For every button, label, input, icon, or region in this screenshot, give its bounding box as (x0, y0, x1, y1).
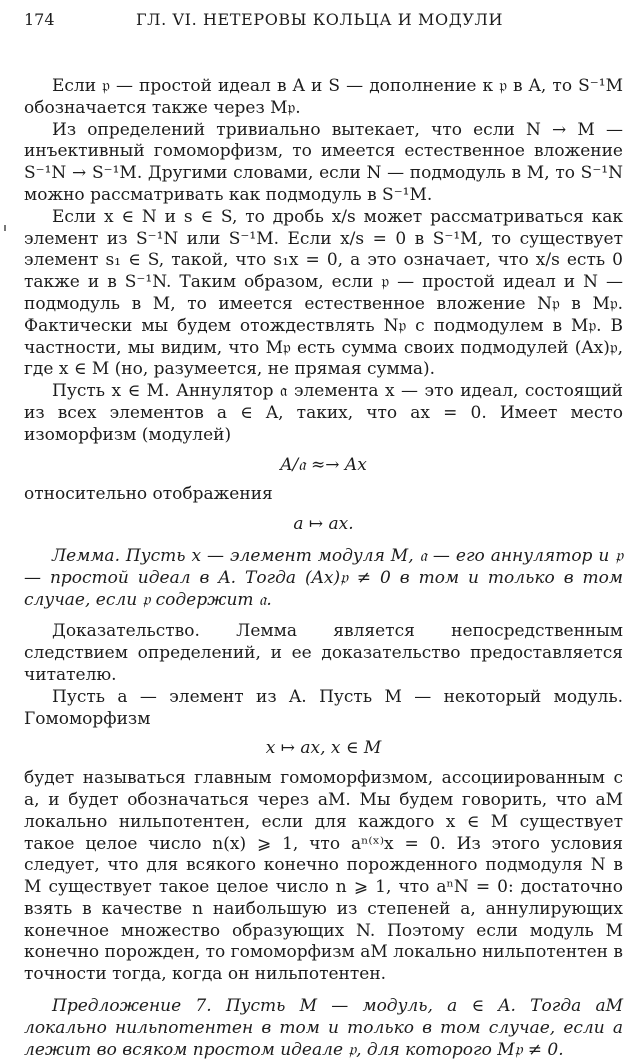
paragraph-locally-nilpotent: будет называться главным гомоморфизмом, ассоциированным с a, и будет обозначаться через aM. Мы будем говорить, что aM локально нильпотентен, если для каждого x ∈ M существует такое целое число n(x) ⩾ 1, что aⁿ⁽ˣ⁾x = 0. Из этого условия следует, что для всякого конечно порожденного подмодуля N в M существует такое целое число n ⩾ 1, что aⁿN = 0: достаточно взять в качестве n наибольшую из степеней a, аннулирующих конечное множество образующих N. Поэтому если модуль M конечно порожден, то гомоморфизм aM локально нильпотентен в точности тогда, когда он нильпотентен. (24, 768, 623, 985)
formula-mapping: a ↦ ax. (293, 514, 354, 535)
paragraph-fraction-submodule: Если x ∈ N и s ∈ S, то дробь x/s может рассматриваться как элемент из S⁻¹N или S⁻¹M. Если x/s = 0 в S⁻¹M, то существует элемент s₁ ∈ S, такой, что s₁x = 0, а это означает, что x/s есть 0 также и в S⁻¹N. Таким образом, если 𝔭 — простой идеал и N — подмодуль в M, то имеется естественное вложение N𝔭 в M𝔭. Фактически мы будем отождествлять N𝔭 с подмодулем в M𝔭. В частности, мы видим, что M𝔭 есть сумма своих подмодулей (Ax)𝔭, где x ∈ M (но, разумеется, не прямая сумма). (24, 206, 623, 380)
margin-mark (4, 225, 6, 231)
paragraph-injective-embedding: Из определений тривиально вытекает, что если N → M — инъективный гомоморфизм, то имеется естественное вложение S⁻¹N → S⁻¹M. Другими словами, если N — подмодуль в M, то S⁻¹N можно рассматривать как подмодуль в S⁻¹M. (24, 119, 623, 205)
proposition-7-statement: Предложение 7. Пусть M — модуль, a ∈ A. Тогда aM локально нильпотентен в том и только в том случае, если a лежит во всяком простом идеале 𝔭, для которого M𝔭 ≠ 0. (24, 996, 623, 1060)
page-body (24, 76, 623, 1061)
running-title: ГЛ. VI. НЕТЕРОВЫ КОЛЬЦА И МОДУЛИ (135, 10, 504, 29)
paragraph-homomorphism-intro: Пусть a — элемент из A. Пусть M — некоторый модуль. Гомоморфизм (24, 686, 623, 729)
paragraph-localization-prime: Если 𝔭 — простой идеал в A и S — дополнение к 𝔭 в A, то S⁻¹M обозначается также через M𝔭. (24, 76, 623, 118)
proof-paragraph: Доказательство. Лемма является непосредственным следствием определений, и ее доказательство предоставляется читателю. (24, 621, 623, 685)
page-number: 174 (24, 10, 55, 29)
paragraph-annihilator: Пусть x ∈ M. Аннулятор 𝔞 элемента x — это идеал, состоящий из всех элементов a ∈ A, таких, что ax = 0. Имеет место изоморфизм (модулей) (24, 381, 623, 445)
paragraph-relative-mapping: относительно отображения (24, 484, 273, 505)
running-header (24, 8, 615, 34)
formula-isomorphism: A/𝔞 ≈→ Ax (280, 454, 367, 475)
formula-principal-homomorphism: x ↦ ax, x ∈ M (265, 738, 382, 759)
lemma-statement: Лемма. Пусть x — элемент модуля M, 𝔞 — его аннулятор и 𝔭 — простой идеал в A. Тогда (Ax)𝔭 ≠ 0 в том и только в том случае, если 𝔭 содержит 𝔞. (24, 545, 623, 610)
